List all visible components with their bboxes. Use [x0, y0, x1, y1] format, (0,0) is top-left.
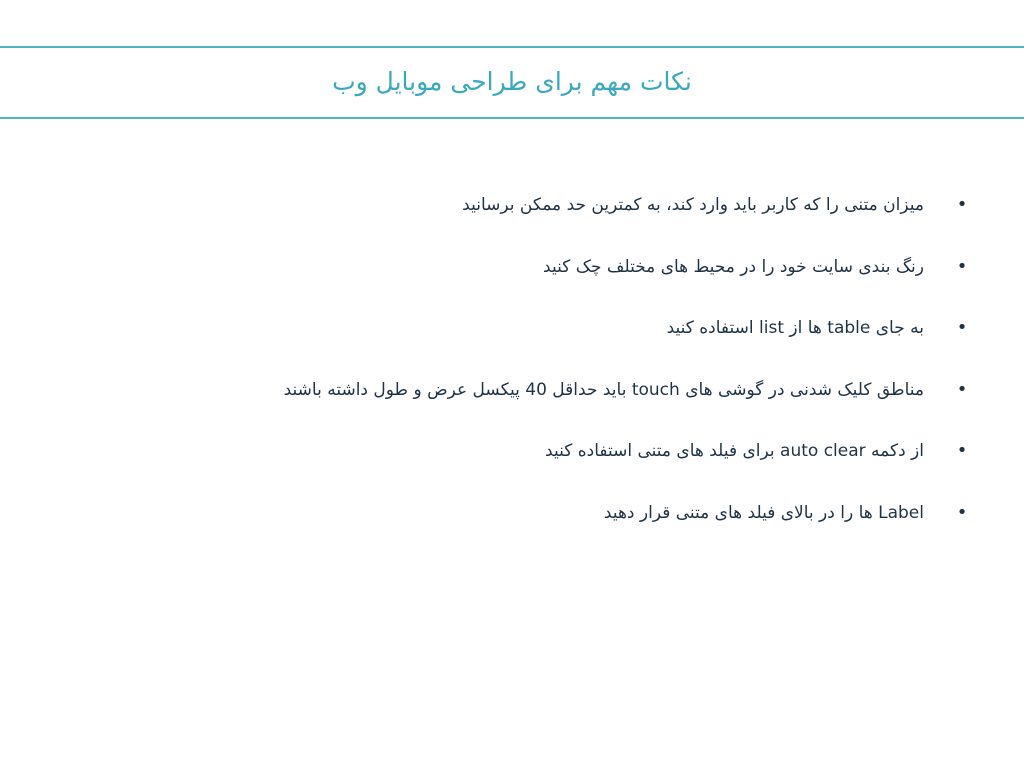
bottom-divider-line [0, 117, 1024, 119]
bullet-item [108, 250, 968, 312]
bullet-icon: • [956, 440, 968, 461]
slide-title: نکات مهم برای طراحی موبایل وب [332, 67, 692, 96]
bullet-text: میزان متنی را که کاربر باید وارد کند، به کمترین حد ممکن برسانید [462, 195, 924, 215]
bullet-text: رنگ بندی سایت خود را در محیط های مختلف چک کنید [543, 256, 924, 277]
bullet-icon: • [956, 317, 968, 338]
bullet-item [108, 373, 968, 435]
top-divider-line [0, 46, 1024, 48]
bullet-text: به جای table ها از list استفاده کنید [666, 318, 924, 338]
bullet-text: مناطق کلیک شدنی در گوشی های touch باید حداقل 40 پیکسل عرض و طول داشته باشند [283, 379, 924, 400]
bullet-item [108, 188, 968, 250]
bullet-icon: • [956, 194, 968, 215]
bullet-text: از دکمه auto clear برای فیلد های متنی استفاده کنید [545, 441, 924, 461]
bullet-item [108, 311, 968, 373]
bullet-icon: • [956, 378, 968, 400]
bullet-item [108, 434, 968, 496]
bullet-icon: • [956, 255, 968, 277]
bullet-item [108, 496, 968, 558]
bullet-text: Label ها را در بالای فیلد های متنی قرار دهید [603, 502, 924, 523]
bullet-icon: • [956, 501, 968, 523]
bullet-list [108, 188, 968, 557]
